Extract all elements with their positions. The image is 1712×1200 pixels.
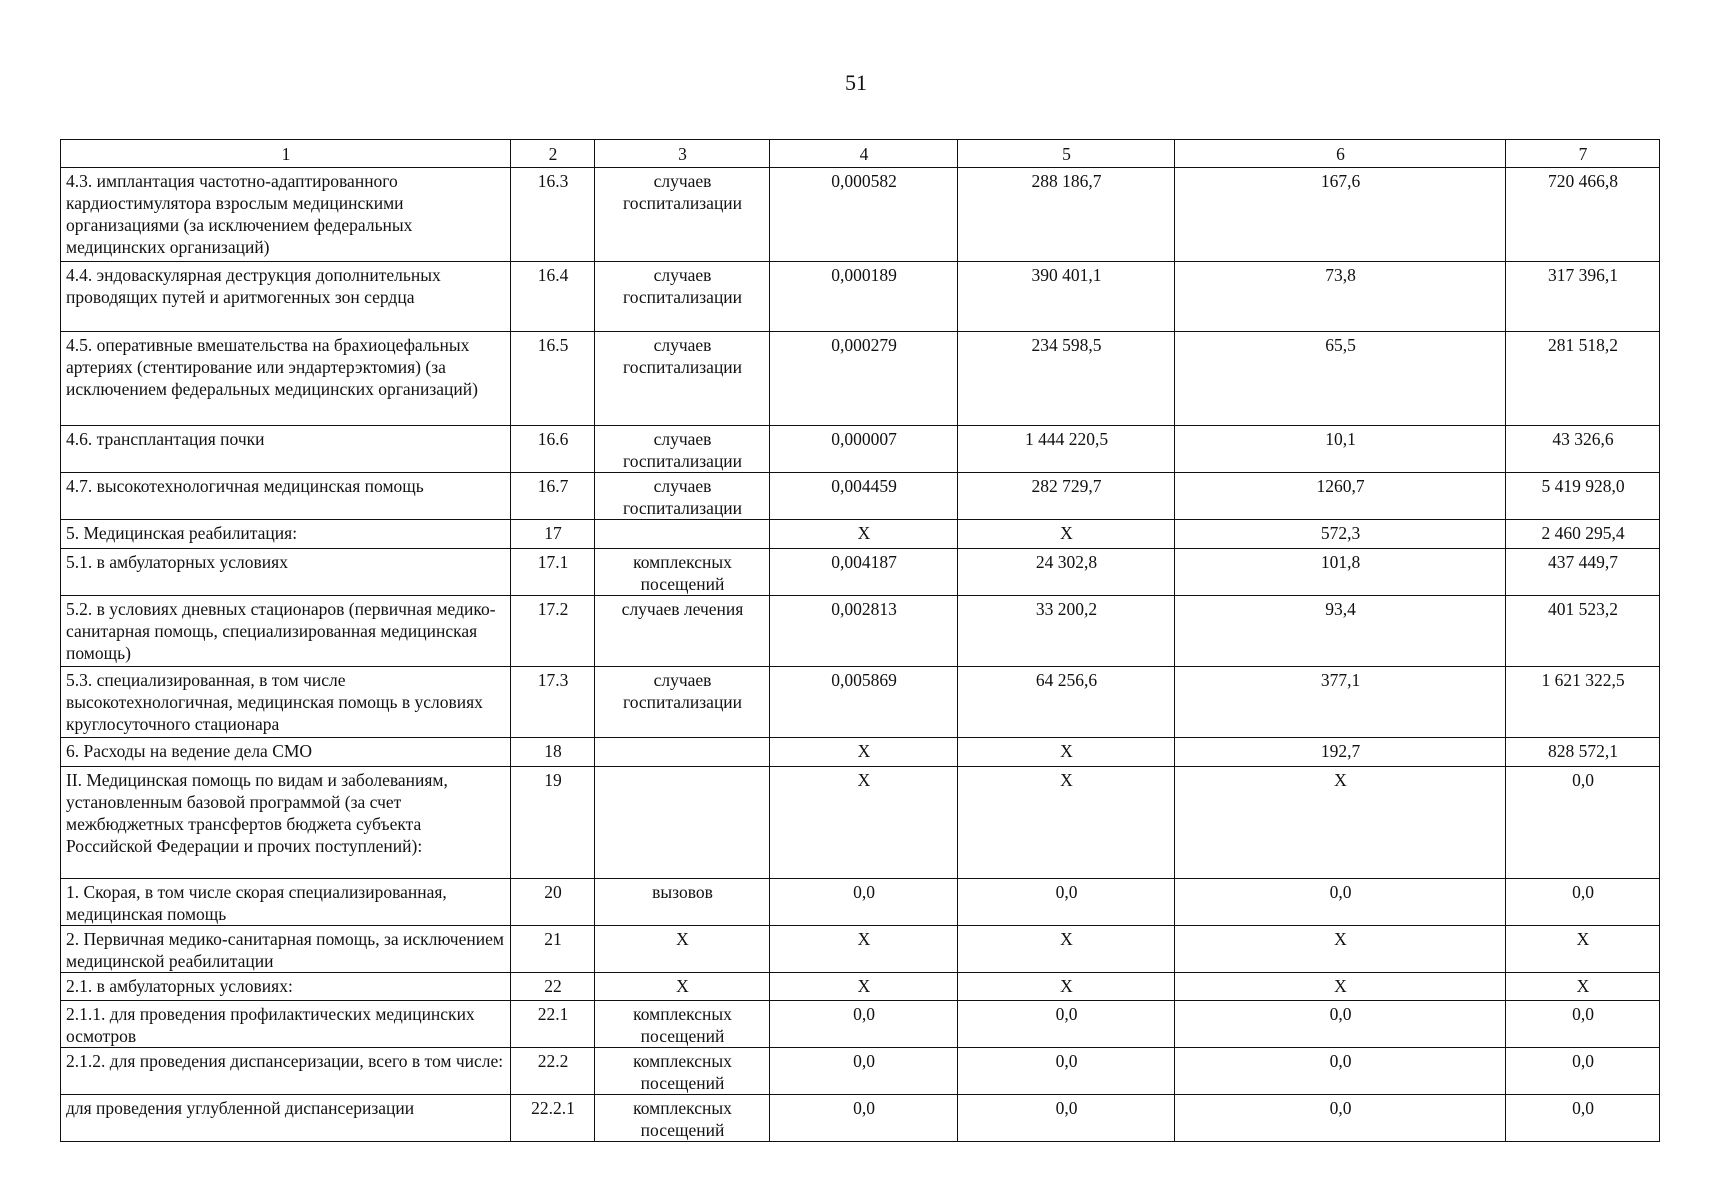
row-value-6: 572,3 [1175, 520, 1506, 549]
row-value-5: X [958, 767, 1175, 879]
row-unit: случаев госпитализации [595, 426, 770, 473]
row-value-7: 0,0 [1506, 1001, 1660, 1048]
row-unit [595, 738, 770, 767]
row-unit: случаев госпитализации [595, 332, 770, 426]
row-value-7: 281 518,2 [1506, 332, 1660, 426]
row-value-4: 0,004187 [770, 549, 958, 596]
column-header: 6 [1175, 140, 1506, 168]
row-value-5: 0,0 [958, 1095, 1175, 1142]
row-unit: X [595, 973, 770, 1001]
table-row [61, 520, 1660, 549]
row-unit: случаев лечения [595, 596, 770, 667]
row-value-5: 1 444 220,5 [958, 426, 1175, 473]
row-value-6: 93,4 [1175, 596, 1506, 667]
row-value-5: X [958, 738, 1175, 767]
table-row [61, 667, 1660, 738]
row-value-6: 0,0 [1175, 1048, 1506, 1095]
row-name: 4.3. имплантация частотно-адаптированного кардиостимулятора взрослым медицинскими организациями (за исключением федеральных медицинских организаций) [61, 168, 511, 262]
row-value-6: X [1175, 926, 1506, 973]
page-number: 51 [845, 70, 867, 95]
table-row [61, 1095, 1660, 1142]
row-number: 21 [511, 926, 595, 973]
row-unit: комплексных посещений [595, 1095, 770, 1142]
row-number: 19 [511, 767, 595, 879]
row-name: 5.3. специализированная, в том числе высокотехнологичная, медицинская помощь в условиях круглосуточного стационара [61, 667, 511, 738]
row-number: 17 [511, 520, 595, 549]
row-value-4: 0,0 [770, 1001, 958, 1048]
row-value-7: 2 460 295,4 [1506, 520, 1660, 549]
row-number: 22.1 [511, 1001, 595, 1048]
row-value-6: 167,6 [1175, 168, 1506, 262]
row-value-7: 0,0 [1506, 879, 1660, 926]
row-number: 22.2.1 [511, 1095, 595, 1142]
row-name: 2.1.1. для проведения профилактических медицинских осмотров [61, 1001, 511, 1048]
row-number: 16.3 [511, 168, 595, 262]
row-value-7: 5 419 928,0 [1506, 473, 1660, 520]
row-value-5: 390 401,1 [958, 262, 1175, 332]
row-name: 4.5. оперативные вмешательства на брахиоцефальных артериях (стентирование или эндартерэктомия) (за исключением федеральных медицинских организаций) [61, 332, 511, 426]
row-value-4: X [770, 520, 958, 549]
row-number: 22.2 [511, 1048, 595, 1095]
row-value-6: 377,1 [1175, 667, 1506, 738]
column-header: 4 [770, 140, 958, 168]
row-value-7: 0,0 [1506, 767, 1660, 879]
row-value-6: 10,1 [1175, 426, 1506, 473]
row-value-5: 288 186,7 [958, 168, 1175, 262]
row-value-6: 65,5 [1175, 332, 1506, 426]
column-header: 2 [511, 140, 595, 168]
row-name: 2.1.2. для проведения диспансеризации, всего в том числе: [61, 1048, 511, 1095]
row-value-4: X [770, 973, 958, 1001]
row-unit: комплексных посещений [595, 1048, 770, 1095]
row-value-4: 0,000582 [770, 168, 958, 262]
data-table [60, 139, 1660, 1142]
table-row [61, 426, 1660, 473]
row-unit: случаев госпитализации [595, 473, 770, 520]
row-value-5: 33 200,2 [958, 596, 1175, 667]
row-value-4: 0,000007 [770, 426, 958, 473]
row-number: 20 [511, 879, 595, 926]
row-name: 6. Расходы на ведение дела СМО [61, 738, 511, 767]
row-value-5: 24 302,8 [958, 549, 1175, 596]
row-value-7: 401 523,2 [1506, 596, 1660, 667]
row-value-7: 43 326,6 [1506, 426, 1660, 473]
row-name: 4.4. эндоваскулярная деструкция дополнительных проводящих путей и аритмогенных зон сердца [61, 262, 511, 332]
row-unit: комплексных посещений [595, 549, 770, 596]
row-value-5: X [958, 973, 1175, 1001]
table-row [61, 1001, 1660, 1048]
row-number: 16.7 [511, 473, 595, 520]
row-value-7: 437 449,7 [1506, 549, 1660, 596]
row-number: 16.4 [511, 262, 595, 332]
row-unit: вызовов [595, 879, 770, 926]
row-value-5: 234 598,5 [958, 332, 1175, 426]
table-row [61, 926, 1660, 973]
row-name: II. Медицинская помощь по видам и заболеваниям, установленным базовой программой (за счет межбюджетных трансфертов бюджета субъекта Российской Федерации и прочих поступлений): [61, 767, 511, 879]
row-value-5: X [958, 926, 1175, 973]
row-value-4: 0,004459 [770, 473, 958, 520]
row-name: 5. Медицинская реабилитация: [61, 520, 511, 549]
row-value-5: X [958, 520, 1175, 549]
row-value-6: X [1175, 767, 1506, 879]
row-value-4: X [770, 767, 958, 879]
row-value-6: 0,0 [1175, 1001, 1506, 1048]
row-value-6: 73,8 [1175, 262, 1506, 332]
table-row [61, 1048, 1660, 1095]
row-unit [595, 767, 770, 879]
row-number: 16.5 [511, 332, 595, 426]
row-value-7: 317 396,1 [1506, 262, 1660, 332]
row-number: 16.6 [511, 426, 595, 473]
row-value-5: 0,0 [958, 879, 1175, 926]
row-name: для проведения углубленной диспансеризации [61, 1095, 511, 1142]
row-unit: комплексных посещений [595, 1001, 770, 1048]
row-value-6: X [1175, 973, 1506, 1001]
row-value-4: 0,005869 [770, 667, 958, 738]
row-name: 5.2. в условиях дневных стационаров (первичная медико-санитарная помощь, специализированная медицинская помощь) [61, 596, 511, 667]
row-number: 17.3 [511, 667, 595, 738]
column-header: 5 [958, 140, 1175, 168]
column-header: 1 [61, 140, 511, 168]
row-number: 22 [511, 973, 595, 1001]
table-row [61, 473, 1660, 520]
row-value-6: 1260,7 [1175, 473, 1506, 520]
row-unit: случаев госпитализации [595, 168, 770, 262]
column-header: 7 [1506, 140, 1660, 168]
table-row [61, 332, 1660, 426]
table-row [61, 738, 1660, 767]
row-unit: случаев госпитализации [595, 667, 770, 738]
table-row [61, 262, 1660, 332]
row-value-4: 0,0 [770, 1095, 958, 1142]
row-value-4: 0,002813 [770, 596, 958, 667]
column-header: 3 [595, 140, 770, 168]
row-value-5: 0,0 [958, 1048, 1175, 1095]
table-row [61, 879, 1660, 926]
table-row [61, 767, 1660, 879]
table-row [61, 549, 1660, 596]
row-value-6: 101,8 [1175, 549, 1506, 596]
header-row [61, 140, 1660, 168]
row-unit [595, 520, 770, 549]
row-value-7: X [1506, 973, 1660, 1001]
row-value-6: 0,0 [1175, 879, 1506, 926]
table-row [61, 168, 1660, 262]
row-number: 18 [511, 738, 595, 767]
row-value-5: 64 256,6 [958, 667, 1175, 738]
row-value-6: 0,0 [1175, 1095, 1506, 1142]
table-row [61, 973, 1660, 1001]
row-value-4: 0,000189 [770, 262, 958, 332]
row-name: 5.1. в амбулаторных условиях [61, 549, 511, 596]
row-value-7: 0,0 [1506, 1095, 1660, 1142]
row-value-7: 1 621 322,5 [1506, 667, 1660, 738]
row-value-4: 0,000279 [770, 332, 958, 426]
row-name: 1. Скорая, в том числе скорая специализированная, медицинская помощь [61, 879, 511, 926]
row-unit: случаев госпитализации [595, 262, 770, 332]
row-name: 2. Первичная медико-санитарная помощь, за исключением медицинской реабилитации [61, 926, 511, 973]
row-name: 4.7. высокотехнологичная медицинская помощь [61, 473, 511, 520]
row-value-7: 720 466,8 [1506, 168, 1660, 262]
row-value-6: 192,7 [1175, 738, 1506, 767]
row-value-7: X [1506, 926, 1660, 973]
row-number: 17.2 [511, 596, 595, 667]
row-value-5: 0,0 [958, 1001, 1175, 1048]
row-number: 17.1 [511, 549, 595, 596]
row-value-7: 0,0 [1506, 1048, 1660, 1095]
row-unit: X [595, 926, 770, 973]
row-value-4: 0,0 [770, 879, 958, 926]
row-name: 4.6. трансплантация почки [61, 426, 511, 473]
row-value-7: 828 572,1 [1506, 738, 1660, 767]
row-value-4: X [770, 738, 958, 767]
row-value-4: 0,0 [770, 1048, 958, 1095]
row-value-4: X [770, 926, 958, 973]
row-value-5: 282 729,7 [958, 473, 1175, 520]
row-name: 2.1. в амбулаторных условиях: [61, 973, 511, 1001]
table-row [61, 596, 1660, 667]
